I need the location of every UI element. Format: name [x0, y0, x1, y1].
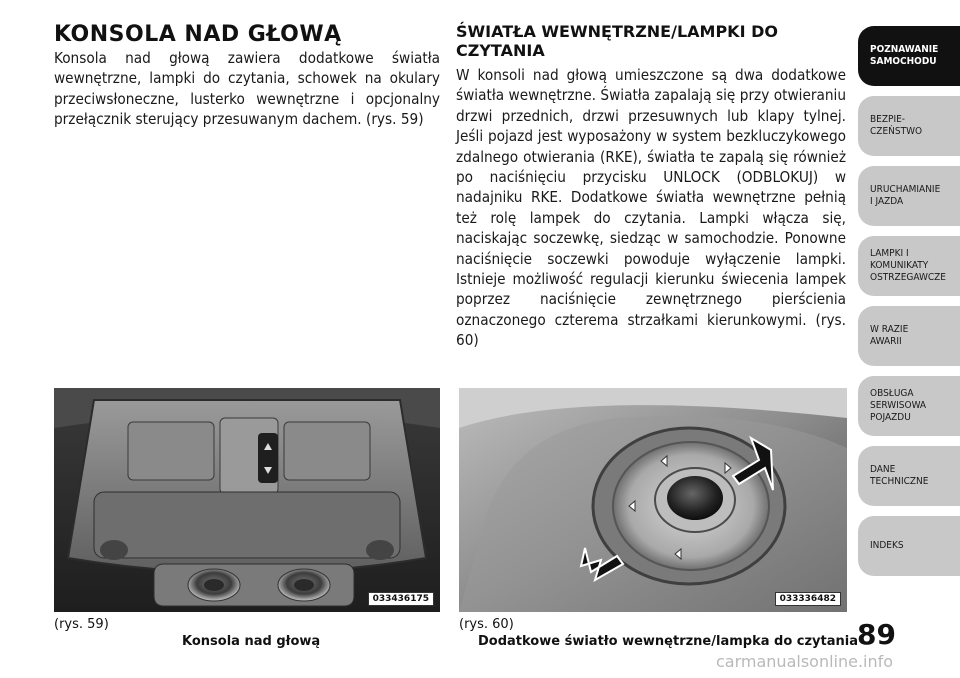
tab-indeks[interactable]: INDEKS: [858, 516, 960, 576]
figure-image-id: 033336482: [775, 592, 841, 606]
watermark: carmanualsonline.info: [716, 652, 894, 671]
chapter-tabs: [858, 26, 960, 586]
figure-reference: (rys. 59): [54, 617, 109, 632]
figure-reference: (rys. 60): [459, 617, 514, 632]
section-title: KONSOLA NAD GŁOWĄ: [54, 22, 342, 47]
overhead-console-illustration: [54, 388, 440, 612]
section-body: Konsola nad głową zawiera dodatkowe światła wewnętrzne, lampki do czytania, schowek na okulary przeciwsłoneczne, lusterko wewnętrzne i opcjonalny przełącznik sterujący przesuwanym dachem. (rys. 59): [54, 49, 440, 129]
page-number: 89: [857, 618, 896, 651]
tab-bezpieczenstwo[interactable]: BEZPIE- CZEŃSTWO: [858, 96, 960, 156]
tab-uruchamianie-i-jazda[interactable]: URUCHAMIANIE I JAZDA: [858, 166, 960, 226]
figure-overhead-console: [54, 388, 440, 612]
tab-lampki-i-komunikaty[interactable]: LAMPKI I KOMUNIKATY OSTRZEGAWCZE: [858, 236, 960, 296]
figure-reading-lamp: [459, 388, 847, 612]
tab-dane-techniczne[interactable]: DANE TECHNICZNE: [858, 446, 960, 506]
tab-poznawanie-samochodu[interactable]: POZNAWANIE SAMOCHODU: [858, 26, 960, 86]
subsection-title: ŚWIATŁA WEWNĘTRZNE/LAMPKI DO CZYTANIA: [456, 22, 778, 60]
tab-w-razie-awarii[interactable]: W RAZIE AWARII: [858, 306, 960, 366]
tab-obsluga-serwisowa[interactable]: OBSŁUGA SERWISOWA POJAZDU: [858, 376, 960, 436]
figure-caption: Konsola nad głową: [182, 634, 321, 649]
figure-image-id: 033436175: [368, 592, 434, 606]
subsection-body: W konsoli nad głową umieszczone są dwa dodatkowe światła wewnętrzne. Światła zapalają się przy otwieraniu drzwi przednich, drzwi przesuwnych lub klapy tylnej. Jeśli pojazd jest wyposażony w system bezkluczykowego zdalnego otwierania (RKE), światła te zapalą się również po naciśnięciu przycisku UNLOCK (ODBLOKUJ) w nadajniku RKE. Dodatkowe światła wewnętrzne pełnią też rolę lampek do czytania. Lampki włącza się, naciskając soczewkę, siedząc w samochodzie. Ponowne naciśnięcie soczewki powoduje wyłączenie lampki. Istnieje możliwość regulacji kierunku świecenia lampek poprzez naciśnięcie zewnętrznego pierścienia oznaczonego czterema strzałkami kierunkowymi. (rys. 60): [456, 66, 846, 350]
figure-caption: Dodatkowe światło wewnętrzne/lampka do czytania: [478, 634, 858, 649]
reading-lamp-illustration: [459, 388, 847, 612]
